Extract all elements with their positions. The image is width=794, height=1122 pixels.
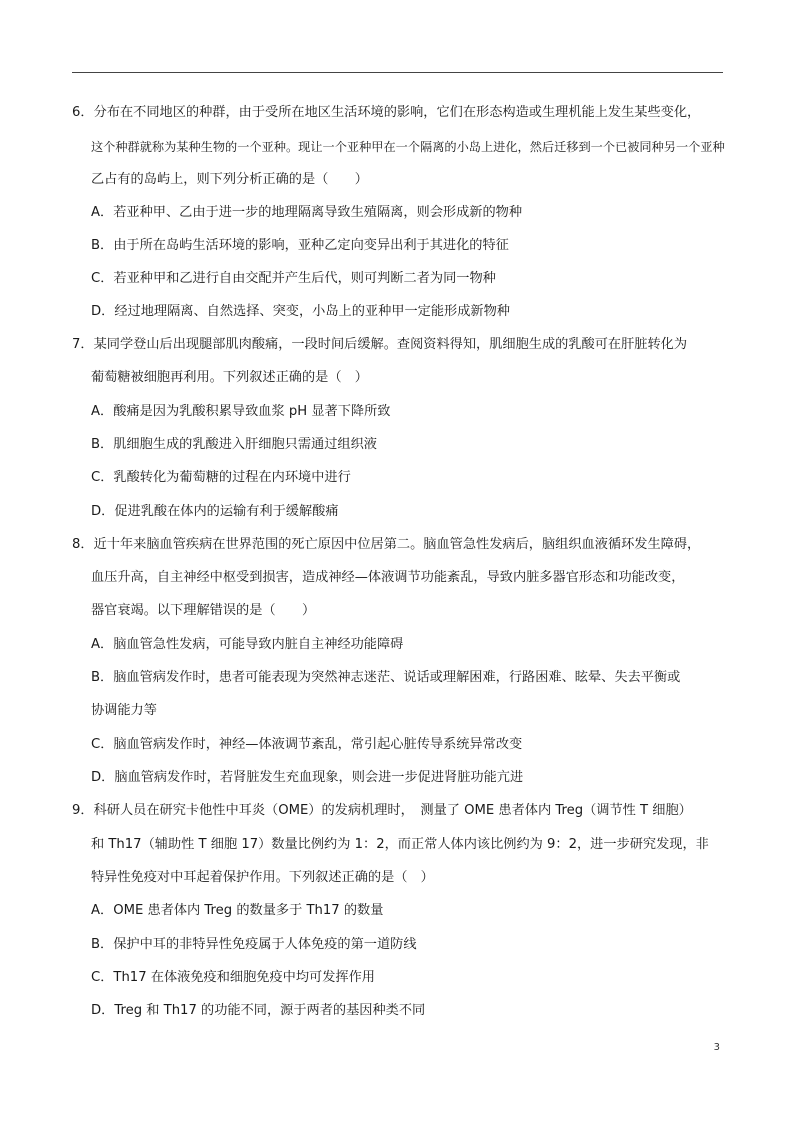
- q8-option-b: B．脑血管病发作时，患者可能表现为突然神志迷茫、说话或理解困难，行路困难、眩晕、失去平衡或: [91, 670, 681, 685]
- q8-line-2: 血压升高，自主神经中枢受到损害，造成神经—体液调节功能紊乱，导致内脏多器官形态和功能改变，: [91, 570, 685, 585]
- header-rule: [72, 72, 723, 73]
- q9-line-1: 9．科研人员在研究卡他性中耳炎（OME）的发病机理时， 测量了 OME 患者体内 Treg（调节性 T 细胞）: [72, 803, 692, 818]
- q8-line-3: 器官衰竭。以下理解错误的是（ ）: [91, 603, 316, 618]
- q9-line-2: 和 Th17（辅助性 T 细胞 17）数量比例约为 1：2，而正常人体内该比例约为 9：2，进一步研究发现，非: [91, 837, 709, 852]
- q7-line-1: 7．某同学登山后出现腿部肌肉酸痛，一段时间后缓解。查阅资料得知，肌细胞生成的乳酸可在肝脏转化为: [72, 337, 688, 352]
- q8-option-a: A．脑血管急性发病，可能导致内脏自主神经功能障碍: [91, 637, 404, 652]
- q9-line-3: 特异性免疫对中耳起着保护作用。下列叙述正确的是（ ）: [91, 870, 434, 885]
- q7-option-d: D．促进乳酸在体内的运输有利于缓解酸痛: [91, 504, 339, 519]
- q6-line-3: 乙占有的岛屿上，则下列分析正确的是（ ）: [91, 172, 368, 187]
- q7-line-2: 葡萄糖被细胞再利用。下列叙述正确的是（ ）: [91, 370, 368, 385]
- q8-line-1: 8．近十年来脑血管疾病在世界范围的死亡原因中位居第二。脑血管急性发病后，脑组织血液循环发生障碍，: [72, 537, 701, 552]
- q6-option-c: C．若亚种甲和乙进行自由交配并产生后代，则可判断二者为同一物种: [91, 271, 496, 286]
- q8-option-c: C．脑血管病发作时，神经—体液调节紊乱，常引起心脏传导系统异常改变: [91, 737, 523, 752]
- q8-option-d: D．脑血管病发作时，若肾脏发生充血现象，则会进一步促进肾脏功能亢进: [91, 770, 524, 785]
- q7-option-b: B．肌细胞生成的乳酸进入肝细胞只需通过组织液: [91, 437, 377, 452]
- q9-option-a: A．OME 患者体内 Treg 的数量多于 Th17 的数量: [91, 903, 384, 918]
- q6-line-1: 6．分布在不同地区的种群，由于受所在地区生活环境的影响，它们在形态构造或生理机能上发生某些变化，: [72, 105, 701, 120]
- q9-option-c: C．Th17 在体液免疫和细胞免疫中均可发挥作用: [91, 970, 375, 985]
- q6-option-d: D．经过地理隔离、自然选择、突变，小岛上的亚种甲一定能形成新物种: [91, 304, 510, 319]
- page-number: 3: [713, 1042, 720, 1053]
- q6-option-b: B．由于所在岛屿生活环境的影响，亚种乙定向变异出利于其进化的特征: [91, 238, 509, 253]
- q9-option-d: D．Treg 和 Th17 的功能不同，源于两者的基因种类不同: [91, 1003, 426, 1018]
- q6-option-a: A．若亚种甲、乙由于进一步的地理隔离导致生殖隔离，则会形成新的物种: [91, 205, 523, 220]
- q6-line-2: 这个种群就称为某种生物的一个亚种。现让一个亚种甲在一个隔离的小岛上进化，然后迁移到一个已被同种另一个亚种: [91, 140, 725, 154]
- q7-option-a: A．酸痛是因为乳酸积累导致血浆 pH 显著下降所致: [91, 404, 391, 419]
- q8-option-b-cont: 协调能力等: [91, 703, 157, 718]
- q9-option-b: B．保护中耳的非特异性免疫属于人体免疫的第一道防线: [91, 937, 417, 952]
- q7-option-c: C．乳酸转化为葡萄糖的过程在内环境中进行: [91, 470, 351, 485]
